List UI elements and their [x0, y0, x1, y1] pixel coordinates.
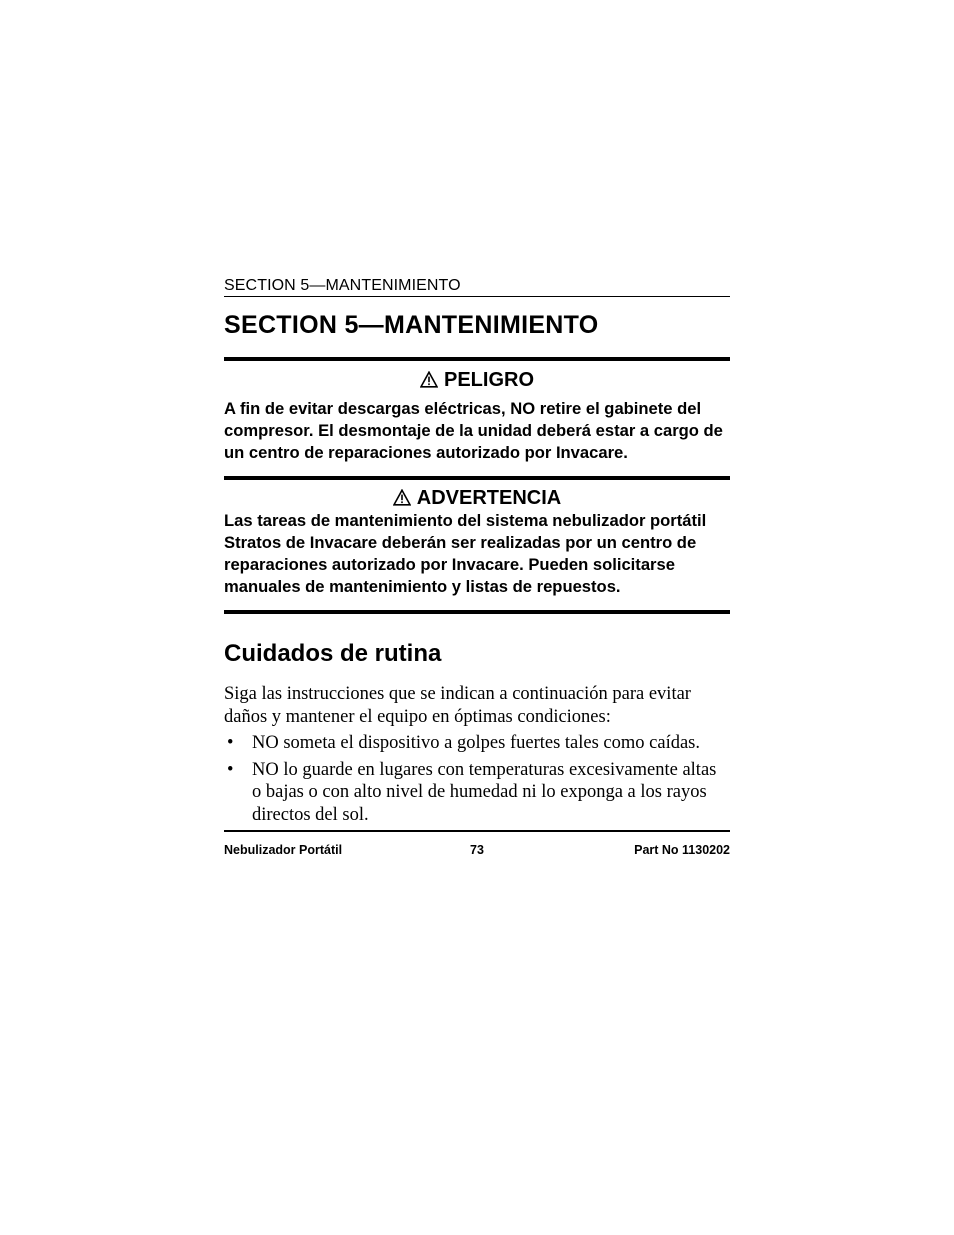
- warning-heading: [224, 486, 730, 510]
- routine-care-intro: Siga las instrucciones que se indican a continuación para evitar daños y mantener el equipo en óptimas condiciones:: [224, 684, 691, 727]
- routine-care-heading: Cuidados de rutina: [224, 640, 442, 667]
- warning-heading-label: ADVERTENCIA: [416, 487, 562, 509]
- page-footer: [224, 842, 730, 858]
- warning-text: Las tareas de mantenimiento del sistema nebulizador portátil Stratos de Invacare deberán ser realizadas por un centro de reparaciones autorizado por Invacare. Pueden solicitarse manuales de mantenimiento y listas de repuestos.: [224, 511, 707, 596]
- warning-triangle-icon: [393, 489, 411, 506]
- danger-heading-label: PELIGRO: [443, 369, 534, 391]
- danger-text: A fin de evitar descargas eléctricas, NO retire el gabinete del compresor. El desmontaje de la unidad deberá estar a cargo de un centro de reparaciones autorizado por Invacare.: [224, 399, 723, 462]
- divider-rule: [224, 357, 730, 361]
- manual-page: [224, 276, 730, 858]
- list-item: [224, 759, 730, 827]
- list-item: [224, 732, 730, 755]
- bullet-icon: •: [227, 759, 234, 780]
- divider-rule: [224, 610, 730, 614]
- danger-heading: [224, 368, 730, 392]
- running-header: SECTION 5—MANTENIMIENTO: [224, 276, 730, 297]
- footer-rule: [224, 830, 730, 832]
- footer-part-number: Part No 1130202: [634, 842, 731, 857]
- section-title: SECTION 5—MANTENIMIENTO: [224, 311, 599, 339]
- list-item-text: NO someta el dispositivo a golpes fuertes tales como caídas.: [252, 733, 701, 753]
- routine-care-list: [224, 732, 730, 826]
- list-item-text: NO lo guarde en lugares con temperaturas excesivamente altas o bajas o con alto nivel de humedad ni lo exponga a los rayos directos del sol.: [252, 759, 717, 825]
- divider-rule: [224, 476, 730, 480]
- bullet-icon: •: [227, 733, 234, 753]
- page-number: 73: [470, 842, 484, 857]
- warning-triangle-icon: [420, 371, 438, 388]
- footer-product-name: Nebulizador Portátil: [224, 842, 343, 857]
